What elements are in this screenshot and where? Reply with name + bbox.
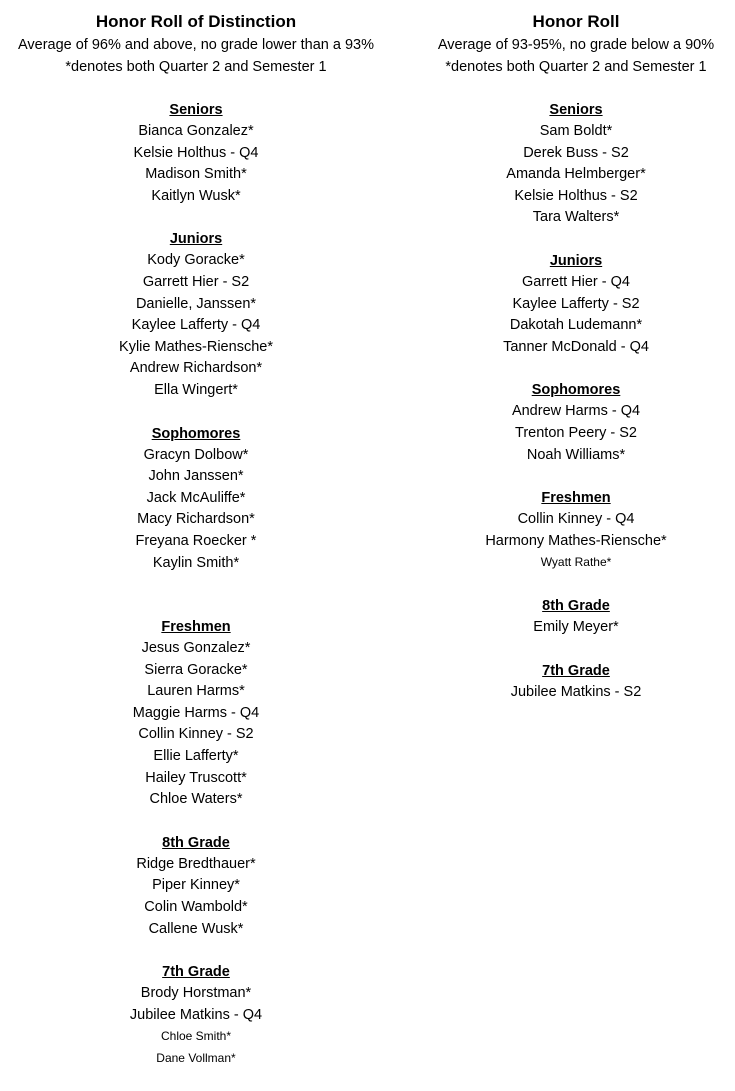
group-spacer (0, 595, 392, 616)
student-name: Noah Williams* (526, 446, 626, 463)
student-name: Kelsie Holthus - S2 (514, 187, 638, 204)
grade-heading: 7th Grade (542, 662, 610, 679)
grade-heading: 7th Grade (162, 964, 230, 981)
grade-group (0, 616, 392, 811)
student-name: Kody Goracke* (147, 252, 245, 269)
student-name: Dane Vollman* (156, 1051, 236, 1065)
student-name: Kaylin Smith* (152, 554, 240, 571)
honor-roll-column (380, 10, 735, 724)
student-name: Tanner McDonald - Q4 (503, 338, 649, 355)
grade-group (0, 832, 392, 940)
student-name: Madison Smith* (145, 166, 247, 183)
asterisk-note: *denotes both Quarter 2 and Semester 1 (445, 59, 707, 75)
student-name: Colin Wambold* (144, 899, 248, 916)
asterisk-note: *denotes both Quarter 2 and Semester 1 (65, 59, 327, 75)
criteria-text: Average of 93-95%, no grade below a 90% (437, 37, 715, 53)
student-name: Garrett Hier - S2 (142, 273, 250, 290)
student-name: Hailey Truscott* (145, 769, 247, 786)
student-name: Andrew Harms - Q4 (511, 403, 641, 420)
student-name: Derek Buss - S2 (523, 144, 629, 161)
student-name: Callene Wusk* (148, 920, 244, 937)
student-name: Gracyn Dolbow* (143, 446, 249, 463)
column-title: Honor Roll (532, 12, 620, 31)
grade-group (0, 228, 392, 401)
student-name: Garrett Hier - Q4 (522, 273, 630, 290)
criteria-text: Average of 96% and above, no grade lower than a 93% (17, 37, 375, 53)
grade-heading: Sophomores (531, 382, 621, 399)
grade-heading: Freshmen (541, 490, 611, 507)
student-name: Harmony Mathes-Riensche* (485, 532, 667, 549)
student-name: Kelsie Holthus - Q4 (133, 144, 259, 161)
column-title: Honor Roll of Distinction (95, 12, 297, 31)
student-name: Danielle, Janssen* (135, 295, 257, 312)
student-name: Trenton Peery - S2 (515, 424, 637, 441)
student-name: Kaylee Lafferty - S2 (512, 295, 640, 312)
student-name: Jack McAuliffe* (146, 489, 246, 506)
student-name: Amanda Helmberger* (506, 166, 646, 183)
grade-heading: Seniors (549, 102, 603, 118)
grade-heading: Sophomores (151, 425, 241, 442)
student-name: John Janssen* (148, 468, 244, 485)
student-name: Piper Kinney* (152, 877, 240, 894)
student-name: Sam Boldt* (539, 123, 613, 139)
student-name: Macy Richardson* (137, 511, 255, 528)
honor-roll-of-distinction-column (0, 10, 392, 1091)
grade-heading: 8th Grade (162, 834, 230, 851)
grade-heading: 8th Grade (542, 597, 610, 614)
grade-heading: Juniors (169, 231, 223, 248)
student-name: Jubilee Matkins - S2 (510, 683, 642, 700)
grade-group (380, 99, 735, 229)
grade-heading: Seniors (169, 102, 223, 118)
student-name: Kylie Mathes-Riensche* (119, 338, 273, 355)
student-name: Lauren Harms* (147, 683, 245, 700)
groups-container (380, 99, 735, 703)
grade-group (380, 595, 735, 639)
grade-group (0, 423, 392, 575)
grade-heading: Juniors (549, 252, 603, 269)
student-name: Wyatt Rathe* (540, 555, 612, 570)
student-name: Freyana Roecker * (135, 532, 257, 549)
grade-group (0, 99, 392, 207)
student-name: Brody Horstman* (140, 985, 252, 1002)
grade-heading: Freshmen (161, 619, 231, 636)
groups-container (0, 99, 392, 1070)
student-name: Dakotah Ludemann* (509, 317, 643, 334)
student-name: Ellie Lafferty* (153, 748, 239, 765)
grade-group (380, 250, 735, 358)
student-name: Emily Meyer* (533, 618, 619, 635)
student-name: Tara Walters* (532, 209, 620, 226)
student-name: Collin Kinney - S2 (138, 726, 254, 743)
student-name: Collin Kinney - Q4 (517, 511, 635, 528)
grade-group (0, 961, 392, 1069)
student-name: Chloe Waters* (149, 791, 243, 808)
student-name: Maggie Harms - Q4 (132, 704, 260, 721)
grade-group (380, 660, 735, 704)
student-name: Andrew Richardson* (129, 360, 263, 377)
student-name: Kaitlyn Wusk* (151, 187, 241, 204)
student-name: Chloe Smith* (160, 1029, 232, 1044)
grade-group (380, 379, 735, 466)
student-name: Sierra Goracke* (144, 661, 248, 678)
grade-group (380, 487, 735, 574)
student-name: Jubilee Matkins - Q4 (129, 1006, 263, 1023)
student-name: Kaylee Lafferty - Q4 (131, 317, 261, 334)
student-name: Ella Wingert* (154, 381, 238, 398)
student-name: Bianca Gonzalez* (138, 123, 254, 139)
student-name: Ridge Bredthauer* (136, 855, 256, 872)
student-name: Jesus Gonzalez* (141, 640, 251, 657)
